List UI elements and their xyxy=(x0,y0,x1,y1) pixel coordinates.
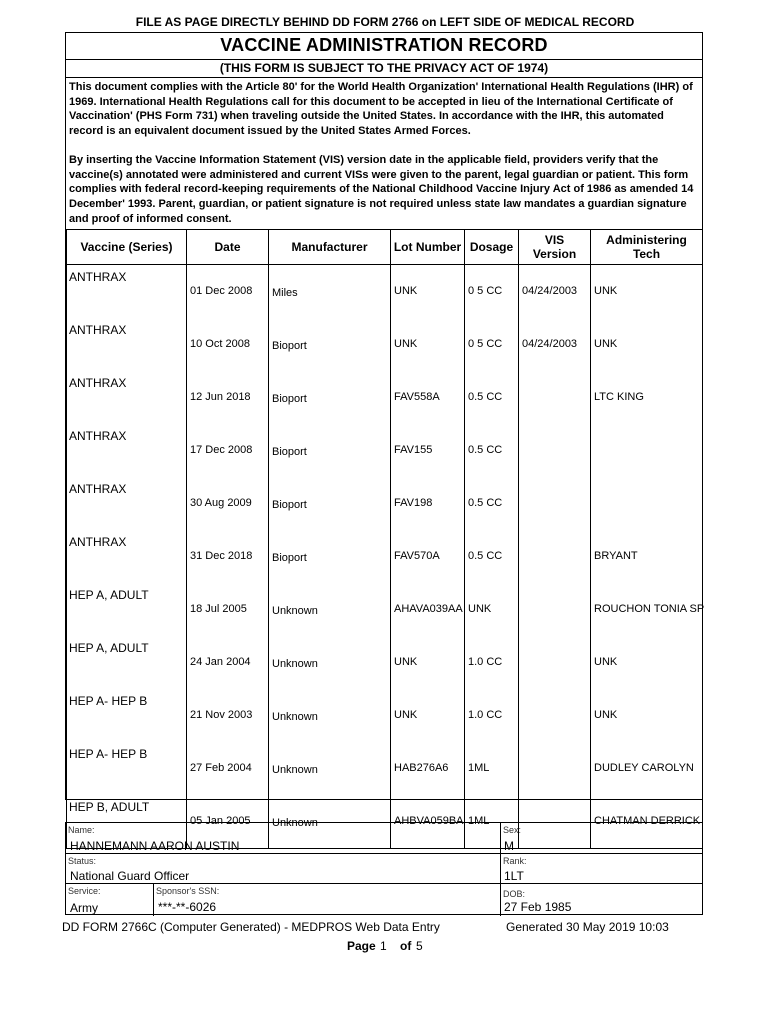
cell-date-container xyxy=(187,318,269,371)
cell-manufacturer-container xyxy=(269,583,391,636)
vis-statement-paragraph: By inserting the Vaccine Information Statement (VIS) version date in the applicable field, providers verify that the vaccine(s) annotated were administered and current VISs were given to the parent, legal guardian or patient. This form complies with federal record-keeping requirements of the National Childhood Vaccine Injury Act of 1986 as amended 14 December' 1993. Parent, guardian, or patient signature is not required unless state law mandates a guardian signature and proof of informed consent. xyxy=(69,154,694,225)
table-row xyxy=(67,477,703,530)
cell-dosage: 0.5 CC xyxy=(468,391,503,403)
generated-timestamp: Generated 30 May 2019 10:03 xyxy=(506,920,669,934)
cell-dosage: 0 5 CC xyxy=(468,285,503,297)
cell-date-container xyxy=(187,371,269,424)
cell-vaccine: ANTHRAX xyxy=(67,424,187,477)
cell-manufacturer: Bioport xyxy=(272,499,307,511)
cell-date-container xyxy=(187,265,269,319)
cell-manufacturer-container xyxy=(269,371,391,424)
cell-lot-number: FAV155 xyxy=(394,444,433,456)
page-total: 5 xyxy=(416,939,423,953)
cell-dosage-container xyxy=(465,318,519,371)
cell-lot-number-container xyxy=(391,371,465,424)
col-dosage: Dosage xyxy=(465,230,519,265)
ssn-label: Sponsor's SSN: xyxy=(156,886,220,896)
page-label: Page xyxy=(347,939,376,953)
cell-date: 21 Nov 2003 xyxy=(190,709,253,721)
cell-date: 18 Jul 2005 xyxy=(190,603,247,615)
cell-administering-tech-container xyxy=(591,477,703,530)
cell-vaccine: ANTHRAX xyxy=(67,371,187,424)
cell-vis-version-container xyxy=(519,636,591,689)
dob-label: DOB: xyxy=(503,889,526,899)
col-lot-number: Lot Number xyxy=(391,230,465,265)
vaccine-record-form xyxy=(65,32,705,829)
cell-dosage: 0.5 CC xyxy=(468,444,503,456)
cell-date: 27 Feb 2004 xyxy=(190,762,252,774)
cell-manufacturer-container xyxy=(269,742,391,795)
cell-vis-version: 04/24/2003 xyxy=(522,285,578,297)
cell-lot-number-container xyxy=(391,742,465,795)
cell-dosage: 0.5 CC xyxy=(468,497,503,509)
form-title: VACCINE ADMINISTRATION RECORD xyxy=(220,35,548,55)
table-row xyxy=(67,318,703,371)
cell-lot-number: HAB276A6 xyxy=(394,762,449,774)
table-row xyxy=(67,689,703,742)
cell-vis-version-container xyxy=(519,530,591,583)
rank-label: Rank: xyxy=(503,856,527,866)
col-administering-tech: Administering Tech xyxy=(591,230,703,265)
cell-administering-tech: UNK xyxy=(594,285,618,297)
cell-date: 01 Dec 2008 xyxy=(190,285,253,297)
title-divider xyxy=(66,59,702,60)
cell-lot-number: FAV558A xyxy=(394,391,440,403)
cell-manufacturer-container xyxy=(269,265,391,319)
cell-date-container xyxy=(187,530,269,583)
cell-dosage: 1ML xyxy=(468,815,490,827)
cell-administering-tech: BRYANT xyxy=(594,550,638,562)
cell-vis-version-container xyxy=(519,742,591,795)
cell-manufacturer: Unknown xyxy=(272,605,318,617)
cell-dosage-container xyxy=(465,583,519,636)
table-header-row xyxy=(67,230,703,265)
cell-lot-number-container xyxy=(391,424,465,477)
cell-vaccine: ANTHRAX xyxy=(67,265,187,319)
cell-lot-number: FAV570A xyxy=(394,550,440,562)
cell-lot-number-container xyxy=(391,636,465,689)
status-label: Status: xyxy=(68,856,97,866)
cell-manufacturer: Bioport xyxy=(272,393,307,405)
cell-date-container xyxy=(187,742,269,795)
col-vis-version xyxy=(519,230,591,265)
patient-info-box xyxy=(65,822,703,915)
cell-lot-number-container xyxy=(391,583,465,636)
info-divider-2 xyxy=(66,883,702,884)
cell-administering-tech: UNK xyxy=(594,338,618,350)
cell-administering-tech-container xyxy=(591,265,703,319)
cell-vis-version-container xyxy=(519,371,591,424)
cell-administering-tech-container xyxy=(591,636,703,689)
cell-lot-number-container xyxy=(391,689,465,742)
cell-date: 05 Jan 2005 xyxy=(190,815,251,827)
cell-administering-tech: CHATMAN DERRICK xyxy=(594,815,701,827)
table-row xyxy=(67,636,703,689)
cell-vis-version-container xyxy=(519,265,591,319)
cell-dosage: UNK xyxy=(468,603,492,615)
cell-lot-number: FAV198 xyxy=(394,497,433,509)
cell-manufacturer-container xyxy=(269,636,391,689)
cell-dosage-container xyxy=(465,530,519,583)
table-row xyxy=(67,265,703,319)
cell-date: 30 Aug 2009 xyxy=(190,497,252,509)
cell-vaccine: ANTHRAX xyxy=(67,530,187,583)
cell-date-container xyxy=(187,477,269,530)
cell-administering-tech: UNK xyxy=(594,709,618,721)
cell-dosage-container xyxy=(465,477,519,530)
cell-administering-tech-container xyxy=(591,318,703,371)
cell-administering-tech: LTC KING xyxy=(594,391,644,403)
cell-dosage-container xyxy=(465,689,519,742)
cell-manufacturer: Bioport xyxy=(272,552,307,564)
cell-lot-number: UNK xyxy=(394,338,418,350)
cell-dosage: 1.0 CC xyxy=(468,656,503,668)
cell-dosage-container xyxy=(465,742,519,795)
cell-administering-tech: DUDLEY CAROLYN xyxy=(594,762,694,774)
cell-dosage-container xyxy=(465,371,519,424)
privacy-act-notice: (THIS FORM IS SUBJECT TO THE PRIVACY ACT OF 1974) xyxy=(219,61,549,75)
cell-lot-number-container xyxy=(391,477,465,530)
patient-service: Army xyxy=(70,901,98,915)
cell-manufacturer-container xyxy=(269,689,391,742)
cell-date-container xyxy=(187,583,269,636)
col-date: Date xyxy=(187,230,269,265)
cell-vis-version: 04/24/2003 xyxy=(522,338,578,350)
cell-vaccine: ANTHRAX xyxy=(67,477,187,530)
cell-manufacturer-container xyxy=(269,318,391,371)
page-number: 1 xyxy=(380,939,387,953)
cell-manufacturer-container xyxy=(269,530,391,583)
cell-vaccine: HEP A- HEP B xyxy=(67,742,187,795)
cell-manufacturer-container xyxy=(269,424,391,477)
table-row xyxy=(67,583,703,636)
cell-vis-version-container xyxy=(519,477,591,530)
cell-manufacturer: Bioport xyxy=(272,446,307,458)
cell-administering-tech-container xyxy=(591,742,703,795)
cell-vaccine: HEP A, ADULT xyxy=(67,636,187,689)
cell-vis-version-container xyxy=(519,318,591,371)
patient-status: National Guard Officer xyxy=(70,869,190,883)
cell-vaccine: HEP A, ADULT xyxy=(67,583,187,636)
cell-manufacturer: Unknown xyxy=(272,658,318,670)
patient-dob: 27 Feb 1985 xyxy=(504,900,572,914)
patient-rank: 1LT xyxy=(504,869,524,883)
col-manufacturer: Manufacturer xyxy=(269,230,391,265)
sex-label: Sex: xyxy=(503,825,522,835)
cell-manufacturer-container xyxy=(269,477,391,530)
cell-date-container xyxy=(187,689,269,742)
service-divider-vertical xyxy=(153,883,154,916)
filing-instruction: FILE AS PAGE DIRECTLY BEHIND DD FORM 2766 on LEFT SIDE OF MEDICAL RECORD xyxy=(135,15,635,29)
cell-manufacturer: Unknown xyxy=(272,764,318,776)
patient-sex: M xyxy=(504,839,514,853)
cell-lot-number-container xyxy=(391,265,465,319)
cell-manufacturer: Unknown xyxy=(272,711,318,723)
cell-administering-tech: ROUCHON TONIA SP xyxy=(594,603,705,615)
cell-lot-number-container xyxy=(391,318,465,371)
cell-dosage-container xyxy=(465,265,519,319)
of-label: of xyxy=(400,939,412,953)
cell-lot-number-container xyxy=(391,530,465,583)
vaccine-table xyxy=(66,229,703,849)
col-vis-line1: VIS xyxy=(544,233,565,247)
cell-date: 24 Jan 2004 xyxy=(190,656,251,668)
form-identifier: DD FORM 2766C (Computer Generated) - MEDPROS Web Data Entry xyxy=(62,920,440,934)
info-divider-1 xyxy=(66,853,702,854)
cell-administering-tech-container xyxy=(591,583,703,636)
cell-administering-tech-container xyxy=(591,530,703,583)
ihr-compliance-paragraph: This document complies with the Article 80' for the World Health Organization' International Health Regulations (IHR) of 1969. International Health Regulations call for this document to be accepted in lieu of the International Certificate of Vaccination' (PHS Form 731) when traveling outside the United States. In accordance with the IHR, this automated record is an equivalent document issued by the United States Armed Forces. xyxy=(69,81,693,138)
cell-manufacturer: Bioport xyxy=(272,340,307,352)
cell-dosage: 1ML xyxy=(468,762,490,774)
cell-administering-tech-container xyxy=(591,371,703,424)
cell-vis-version-container xyxy=(519,689,591,742)
cell-lot-number: UNK xyxy=(394,656,418,668)
table-row xyxy=(67,530,703,583)
col-vaccine: Vaccine (Series) xyxy=(67,230,187,265)
cell-administering-tech: UNK xyxy=(594,656,618,668)
info-divider-vertical xyxy=(500,823,501,916)
cell-date-container xyxy=(187,424,269,477)
cell-lot-number: UNK xyxy=(394,709,418,721)
cell-date: 17 Dec 2008 xyxy=(190,444,253,456)
cell-dosage-container xyxy=(465,424,519,477)
sponsor-ssn: ***-**-6026 xyxy=(158,900,217,914)
cell-lot-number: UNK xyxy=(394,285,418,297)
cell-dosage: 0.5 CC xyxy=(468,550,503,562)
table-row xyxy=(67,742,703,795)
cell-date: 12 Jun 2018 xyxy=(190,391,251,403)
cell-lot-number: AHAVA039AA xyxy=(394,603,463,615)
col-vis-line2: Version xyxy=(532,247,577,261)
cell-vis-version-container xyxy=(519,583,591,636)
cell-vaccine: ANTHRAX xyxy=(67,318,187,371)
cell-date: 31 Dec 2018 xyxy=(190,550,253,562)
table-row xyxy=(67,371,703,424)
cell-dosage-container xyxy=(465,636,519,689)
cell-vis-version-container xyxy=(519,424,591,477)
cell-date-container xyxy=(187,636,269,689)
cell-manufacturer: Miles xyxy=(272,287,298,299)
subtitle-divider xyxy=(66,77,702,78)
cell-manufacturer: Unknown xyxy=(272,817,318,829)
cell-dosage: 1.0 CC xyxy=(468,709,503,721)
cell-vaccine: HEP B, ADULT xyxy=(67,795,187,849)
cell-dosage: 0 5 CC xyxy=(468,338,503,350)
cell-date: 10 Oct 2008 xyxy=(190,338,250,350)
service-label: Service: xyxy=(68,886,101,896)
patient-name: HANNEMANN AARON AUSTIN xyxy=(70,839,240,853)
cell-vaccine: HEP A- HEP B xyxy=(67,689,187,742)
cell-lot-number: AHBVA059BA xyxy=(394,815,464,827)
cell-administering-tech-container xyxy=(591,689,703,742)
cell-administering-tech-container xyxy=(591,424,703,477)
table-row xyxy=(67,424,703,477)
name-label: Name: xyxy=(68,825,95,835)
